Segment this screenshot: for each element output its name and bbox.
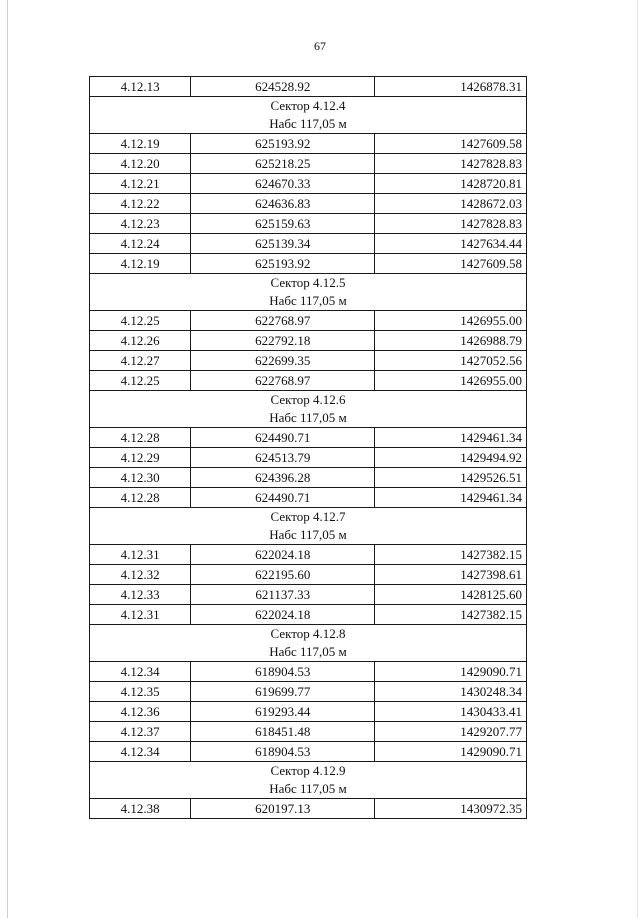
x-coordinate-cell: 618904.53	[191, 662, 375, 682]
page-number: 67	[314, 39, 326, 53]
y-coordinate-cell: 1427828.83	[375, 214, 527, 234]
point-id-cell: 4.12.24	[90, 234, 191, 254]
table-row	[90, 428, 527, 448]
sector-header-row	[90, 274, 527, 311]
table-row	[90, 311, 527, 331]
sector-height: Набс 117,05 м	[269, 410, 347, 425]
y-coordinate-cell: 1428672.03	[375, 194, 527, 214]
point-id-cell: 4.12.19	[90, 134, 191, 154]
x-coordinate-cell: 625159.63	[191, 214, 375, 234]
point-id-cell: 4.12.27	[90, 351, 191, 371]
y-coordinate-cell: 1430248.34	[375, 682, 527, 702]
y-coordinate-cell: 1427609.58	[375, 254, 527, 274]
x-coordinate-cell: 624636.83	[191, 194, 375, 214]
x-coordinate-cell: 624528.92	[191, 77, 375, 97]
sector-header-cell	[90, 274, 527, 311]
table-row	[90, 722, 527, 742]
table-row	[90, 194, 527, 214]
table-row	[90, 799, 527, 819]
y-coordinate-cell: 1429090.71	[375, 742, 527, 762]
point-id-cell: 4.12.19	[90, 254, 191, 274]
point-id-cell: 4.12.21	[90, 174, 191, 194]
x-coordinate-cell: 622699.35	[191, 351, 375, 371]
point-id-cell: 4.12.34	[90, 662, 191, 682]
x-coordinate-cell: 624396.28	[191, 468, 375, 488]
x-coordinate-cell: 619293.44	[191, 702, 375, 722]
sector-header-cell	[90, 508, 527, 545]
sector-header-row	[90, 625, 527, 662]
x-coordinate-cell: 622195.60	[191, 565, 375, 585]
sector-height: Набс 117,05 м	[269, 527, 347, 542]
table-row	[90, 371, 527, 391]
table-row	[90, 254, 527, 274]
x-coordinate-cell: 625193.92	[191, 134, 375, 154]
point-id-cell: 4.12.35	[90, 682, 191, 702]
x-coordinate-cell: 622768.97	[191, 371, 375, 391]
sector-title: Сектор 4.12.5	[270, 275, 346, 290]
table-row	[90, 77, 527, 97]
point-id-cell: 4.12.36	[90, 702, 191, 722]
y-coordinate-cell: 1429494.92	[375, 448, 527, 468]
x-coordinate-cell: 622024.18	[191, 605, 375, 625]
x-coordinate-cell: 621137.33	[191, 585, 375, 605]
y-coordinate-cell: 1426955.00	[375, 371, 527, 391]
point-id-cell: 4.12.28	[90, 428, 191, 448]
x-coordinate-cell: 618904.53	[191, 742, 375, 762]
y-coordinate-cell: 1429526.51	[375, 468, 527, 488]
y-coordinate-cell: 1427382.15	[375, 545, 527, 565]
point-id-cell: 4.12.33	[90, 585, 191, 605]
point-id-cell: 4.12.31	[90, 545, 191, 565]
x-coordinate-cell: 624670.33	[191, 174, 375, 194]
x-coordinate-cell: 625139.34	[191, 234, 375, 254]
sector-header-row	[90, 508, 527, 545]
y-coordinate-cell: 1427398.61	[375, 565, 527, 585]
table-row	[90, 331, 527, 351]
point-id-cell: 4.12.29	[90, 448, 191, 468]
sector-height: Набс 117,05 м	[269, 781, 347, 796]
x-coordinate-cell: 622024.18	[191, 545, 375, 565]
point-id-cell: 4.12.31	[90, 605, 191, 625]
sector-height: Набс 117,05 м	[269, 293, 347, 308]
y-coordinate-cell: 1429461.34	[375, 488, 527, 508]
y-coordinate-cell: 1426878.31	[375, 77, 527, 97]
page-edge-left	[7, 0, 8, 918]
table-row	[90, 702, 527, 722]
y-coordinate-cell: 1428125.60	[375, 585, 527, 605]
y-coordinate-cell: 1427052.56	[375, 351, 527, 371]
sector-title: Сектор 4.12.8	[270, 626, 346, 641]
point-id-cell: 4.12.13	[90, 77, 191, 97]
point-id-cell: 4.12.38	[90, 799, 191, 819]
sector-header-row	[90, 762, 527, 799]
table-row	[90, 662, 527, 682]
sector-title: Сектор 4.12.7	[270, 509, 346, 524]
table-row	[90, 605, 527, 625]
table-row	[90, 742, 527, 762]
x-coordinate-cell: 625218.25	[191, 154, 375, 174]
x-coordinate-cell: 624490.71	[191, 428, 375, 448]
sector-header-cell	[90, 762, 527, 799]
coordinates-table-body	[90, 77, 527, 819]
y-coordinate-cell: 1427382.15	[375, 605, 527, 625]
sector-title: Сектор 4.12.6	[270, 392, 346, 407]
y-coordinate-cell: 1430972.35	[375, 799, 527, 819]
x-coordinate-cell: 620197.13	[191, 799, 375, 819]
table-row	[90, 545, 527, 565]
sector-title: Сектор 4.12.4	[270, 98, 346, 113]
x-coordinate-cell: 622792.18	[191, 331, 375, 351]
table-row	[90, 565, 527, 585]
sector-height: Набс 117,05 м	[269, 116, 347, 131]
point-id-cell: 4.12.22	[90, 194, 191, 214]
point-id-cell: 4.12.25	[90, 371, 191, 391]
table-row	[90, 468, 527, 488]
sector-title: Сектор 4.12.9	[270, 763, 346, 778]
table-row	[90, 682, 527, 702]
point-id-cell: 4.12.32	[90, 565, 191, 585]
x-coordinate-cell: 624513.79	[191, 448, 375, 468]
x-coordinate-cell: 625193.92	[191, 254, 375, 274]
table-row	[90, 234, 527, 254]
point-id-cell: 4.12.28	[90, 488, 191, 508]
table-row	[90, 214, 527, 234]
x-coordinate-cell: 622768.97	[191, 311, 375, 331]
sector-header-row	[90, 97, 527, 134]
y-coordinate-cell: 1429207.77	[375, 722, 527, 742]
y-coordinate-cell: 1426955.00	[375, 311, 527, 331]
table-row	[90, 174, 527, 194]
y-coordinate-cell: 1427609.58	[375, 134, 527, 154]
sector-header-row	[90, 391, 527, 428]
y-coordinate-cell: 1430433.41	[375, 702, 527, 722]
sector-header-cell	[90, 391, 527, 428]
y-coordinate-cell: 1429461.34	[375, 428, 527, 448]
table-row	[90, 448, 527, 468]
point-id-cell: 4.12.37	[90, 722, 191, 742]
x-coordinate-cell: 624490.71	[191, 488, 375, 508]
page-edge-right	[637, 0, 638, 918]
coordinates-table	[89, 76, 527, 819]
table-row	[90, 154, 527, 174]
y-coordinate-cell: 1429090.71	[375, 662, 527, 682]
x-coordinate-cell: 619699.77	[191, 682, 375, 702]
point-id-cell: 4.12.26	[90, 331, 191, 351]
y-coordinate-cell: 1427634.44	[375, 234, 527, 254]
x-coordinate-cell: 618451.48	[191, 722, 375, 742]
sector-height: Набс 117,05 м	[269, 644, 347, 659]
sector-header-cell	[90, 97, 527, 134]
table-row	[90, 488, 527, 508]
point-id-cell: 4.12.34	[90, 742, 191, 762]
point-id-cell: 4.12.30	[90, 468, 191, 488]
table-row	[90, 134, 527, 154]
sector-header-cell	[90, 625, 527, 662]
point-id-cell: 4.12.23	[90, 214, 191, 234]
y-coordinate-cell: 1428720.81	[375, 174, 527, 194]
y-coordinate-cell: 1427828.83	[375, 154, 527, 174]
table-row	[90, 585, 527, 605]
point-id-cell: 4.12.25	[90, 311, 191, 331]
table-row	[90, 351, 527, 371]
y-coordinate-cell: 1426988.79	[375, 331, 527, 351]
point-id-cell: 4.12.20	[90, 154, 191, 174]
